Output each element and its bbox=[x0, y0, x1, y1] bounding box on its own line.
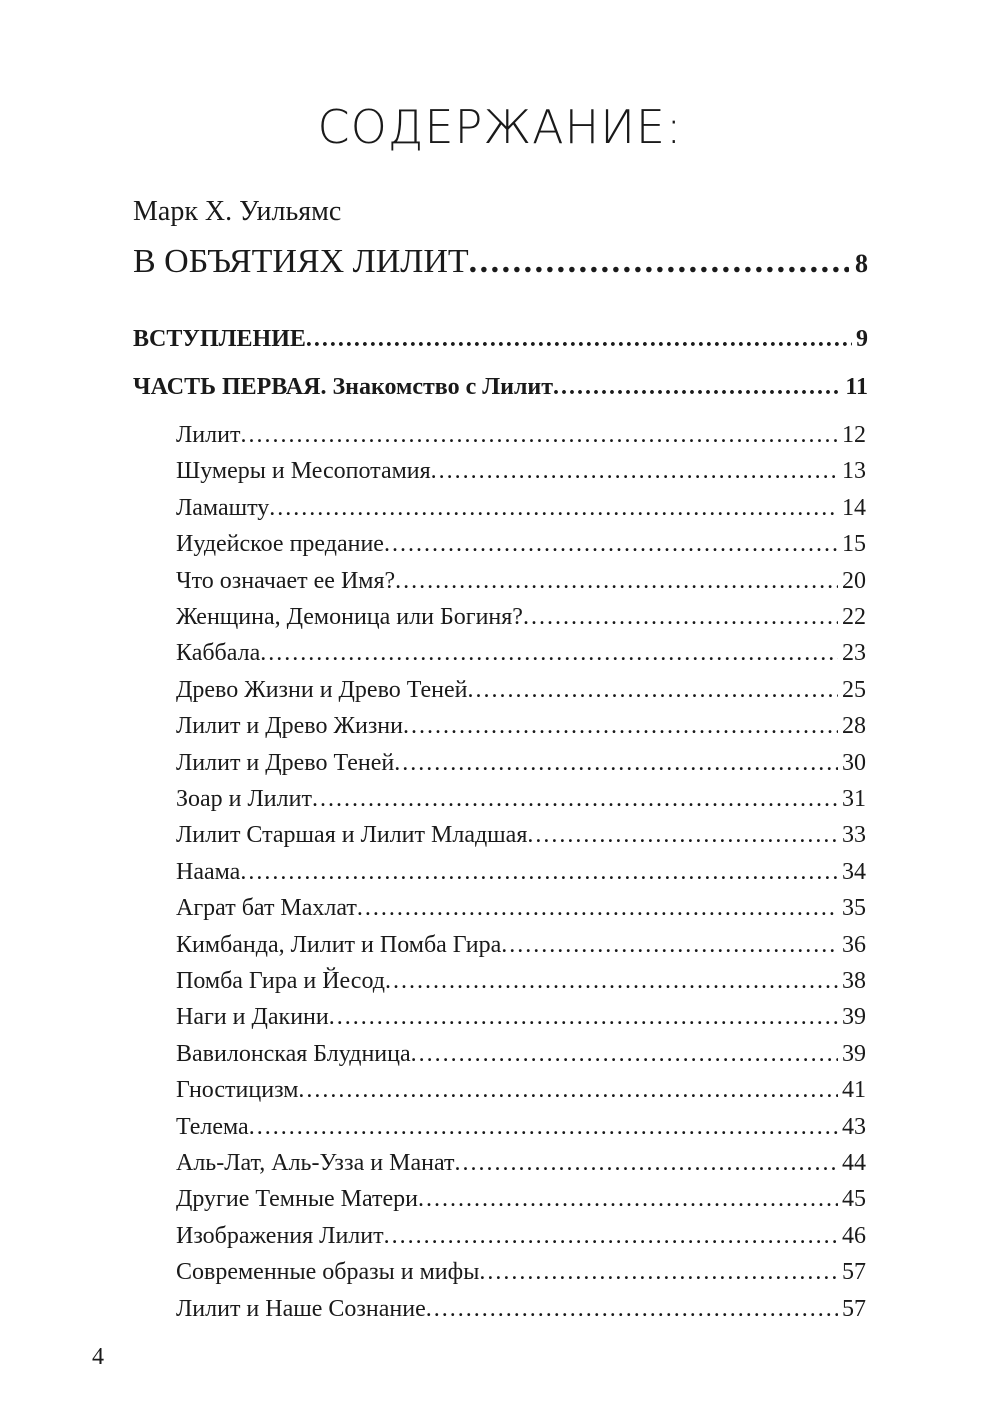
toc-entry-label: Лилит bbox=[176, 422, 241, 448]
author-name: Марк Х. Уильямс bbox=[133, 196, 342, 227]
dot-leader bbox=[249, 1114, 838, 1141]
toc-entry[interactable] bbox=[176, 604, 866, 631]
toc-entry[interactable] bbox=[176, 1114, 866, 1141]
toc-entry-label: Аграт бат Махлат bbox=[176, 895, 357, 922]
toc-entry[interactable] bbox=[176, 531, 866, 558]
toc-entry-page: 28 bbox=[842, 713, 866, 740]
toc-part-one-page: 11 bbox=[845, 374, 868, 400]
toc-entry[interactable] bbox=[176, 1296, 866, 1323]
toc-entry-label: Лилит и Древо Жизни bbox=[176, 713, 403, 740]
toc-entry-label: Лилит и Древо Теней bbox=[176, 749, 395, 776]
toc-entry[interactable] bbox=[176, 1186, 866, 1213]
toc-entry-page: 22 bbox=[842, 604, 866, 630]
toc-entry-page: 39 bbox=[842, 1004, 866, 1031]
toc-entry[interactable] bbox=[176, 1223, 866, 1250]
toc-entry[interactable] bbox=[176, 822, 866, 849]
toc-entry-label: Изображения Лилит bbox=[176, 1222, 384, 1249]
toc-entry[interactable] bbox=[176, 895, 866, 922]
toc-entry-page: 33 bbox=[842, 822, 866, 849]
toc-introduction-label: ВСТУПЛЕНИЕ bbox=[133, 326, 306, 352]
toc-entry[interactable] bbox=[176, 932, 866, 959]
toc-entry[interactable] bbox=[176, 713, 866, 740]
toc-entry-label: Телема bbox=[176, 1113, 249, 1140]
toc-entry-label: Иудейское предание bbox=[176, 531, 384, 558]
toc-entry-label: Лилит и Наше Сознание bbox=[176, 1295, 426, 1322]
dot-leader bbox=[384, 1223, 838, 1250]
toc-entry-page: 12 bbox=[842, 422, 866, 448]
toc-entry-page: 15 bbox=[842, 531, 866, 558]
dot-leader bbox=[426, 1296, 838, 1323]
dot-leader bbox=[329, 1004, 838, 1031]
toc-entry[interactable] bbox=[176, 568, 866, 595]
toc-entry[interactable] bbox=[176, 1150, 866, 1177]
toc-entry[interactable] bbox=[176, 640, 866, 667]
toc-entry-page: 57 bbox=[842, 1259, 866, 1286]
dot-leader bbox=[384, 531, 838, 558]
toc-entry-page: 57 bbox=[842, 1295, 866, 1322]
toc-entry[interactable] bbox=[176, 786, 866, 813]
toc-entry-label: Вавилонская Блудница bbox=[176, 1040, 411, 1067]
dot-leader bbox=[431, 458, 838, 485]
toc-entry-page: 35 bbox=[842, 895, 866, 922]
dot-leader bbox=[312, 786, 838, 813]
toc-entry-page: 30 bbox=[842, 749, 866, 776]
page-number: 4 bbox=[92, 1344, 104, 1370]
toc-entry-label: Помба Гира и Йесод bbox=[176, 968, 385, 994]
toc-part-one-label: ЧАСТЬ ПЕРВАЯ. Знакомство с Лилит bbox=[133, 374, 554, 400]
toc-entry[interactable] bbox=[176, 458, 866, 485]
dot-leader bbox=[469, 243, 849, 281]
toc-book-title-page: 8 bbox=[855, 249, 868, 278]
toc-entry-page: 39 bbox=[842, 1040, 866, 1067]
toc-entry-page: 43 bbox=[842, 1113, 866, 1140]
toc-entry[interactable] bbox=[176, 1041, 866, 1068]
page-title: СОДЕРЖАНИЕ: bbox=[317, 100, 683, 154]
toc-entry[interactable] bbox=[176, 422, 866, 449]
toc-entry-label: Лилит Старшая и Лилит Младшая bbox=[176, 822, 528, 849]
dot-leader bbox=[298, 1077, 838, 1104]
dot-leader bbox=[240, 422, 838, 449]
toc-entry-label: Современные образы и мифы bbox=[176, 1259, 480, 1286]
toc-part-one[interactable] bbox=[133, 374, 868, 401]
toc-entry-page: 20 bbox=[842, 567, 866, 594]
dot-leader bbox=[260, 640, 838, 667]
dot-leader bbox=[553, 374, 841, 401]
toc-entry[interactable] bbox=[176, 1077, 866, 1104]
toc-introduction-page: 9 bbox=[856, 326, 868, 352]
toc-entry-label: Шумеры и Месопотамия bbox=[176, 458, 431, 485]
toc-entry-label: Каббала bbox=[176, 640, 261, 667]
dot-leader bbox=[240, 859, 838, 886]
toc-entry-label: Кимбанда, Лилит и Помба Гира bbox=[176, 931, 502, 958]
toc-entry-label: Аль-Лат, Аль-Узза и Манат bbox=[176, 1150, 455, 1176]
toc-entry-page: 41 bbox=[842, 1077, 866, 1104]
dot-leader bbox=[418, 1186, 838, 1213]
toc-book-title[interactable] bbox=[133, 243, 868, 281]
toc-entry-page: 36 bbox=[842, 931, 866, 958]
dot-leader bbox=[403, 713, 838, 740]
toc-entry-label: Древо Жизни и Древо Теней bbox=[176, 676, 468, 703]
toc-entry-label: Наги и Дакини bbox=[176, 1004, 329, 1031]
dot-leader bbox=[467, 677, 838, 704]
toc-entry-page: 46 bbox=[842, 1222, 866, 1249]
dot-leader bbox=[306, 326, 852, 353]
dot-leader bbox=[394, 750, 838, 777]
dot-leader bbox=[269, 495, 838, 522]
toc-entry[interactable] bbox=[176, 968, 866, 995]
dot-leader bbox=[385, 968, 838, 995]
toc-entry-label: Зоар и Лилит bbox=[176, 786, 312, 812]
toc-entry-page: 38 bbox=[842, 968, 866, 994]
toc-entry[interactable] bbox=[176, 1259, 866, 1286]
toc-entry-label: Что означает ее Имя? bbox=[176, 567, 396, 594]
dot-leader bbox=[527, 822, 838, 849]
toc-entry-page: 13 bbox=[842, 458, 866, 485]
toc-entry-page: 25 bbox=[842, 676, 866, 703]
toc-entry[interactable] bbox=[176, 495, 866, 522]
dot-leader bbox=[454, 1150, 838, 1177]
toc-entry-page: 23 bbox=[842, 640, 866, 667]
toc-entry-label: Гностицизм bbox=[176, 1077, 299, 1104]
toc-entry[interactable] bbox=[176, 859, 866, 886]
dot-leader bbox=[523, 604, 838, 631]
toc-entry-page: 31 bbox=[842, 786, 866, 812]
toc-entry-page: 14 bbox=[842, 494, 866, 521]
toc-entry-page: 34 bbox=[842, 858, 866, 885]
toc-entry[interactable] bbox=[176, 1004, 866, 1031]
dot-leader bbox=[501, 932, 838, 959]
toc-entry-label: Другие Темные Матери bbox=[176, 1186, 418, 1213]
toc-entry[interactable] bbox=[176, 750, 866, 777]
toc-introduction[interactable] bbox=[133, 326, 868, 353]
toc-entry-label: Ламашту bbox=[176, 494, 270, 521]
toc-entry[interactable] bbox=[176, 677, 866, 704]
dot-leader bbox=[357, 895, 838, 922]
dot-leader bbox=[395, 568, 838, 595]
toc-book-title-label: В ОБЪЯТИЯХ ЛИЛИТ bbox=[133, 243, 469, 280]
dot-leader bbox=[411, 1041, 838, 1068]
toc-entry-page: 45 bbox=[842, 1186, 866, 1213]
dot-leader bbox=[479, 1259, 838, 1286]
toc-entry-label: Наама bbox=[176, 858, 241, 885]
toc-entry-label: Женщина, Демоница или Богиня? bbox=[176, 604, 523, 630]
toc-entry-page: 44 bbox=[842, 1150, 866, 1176]
